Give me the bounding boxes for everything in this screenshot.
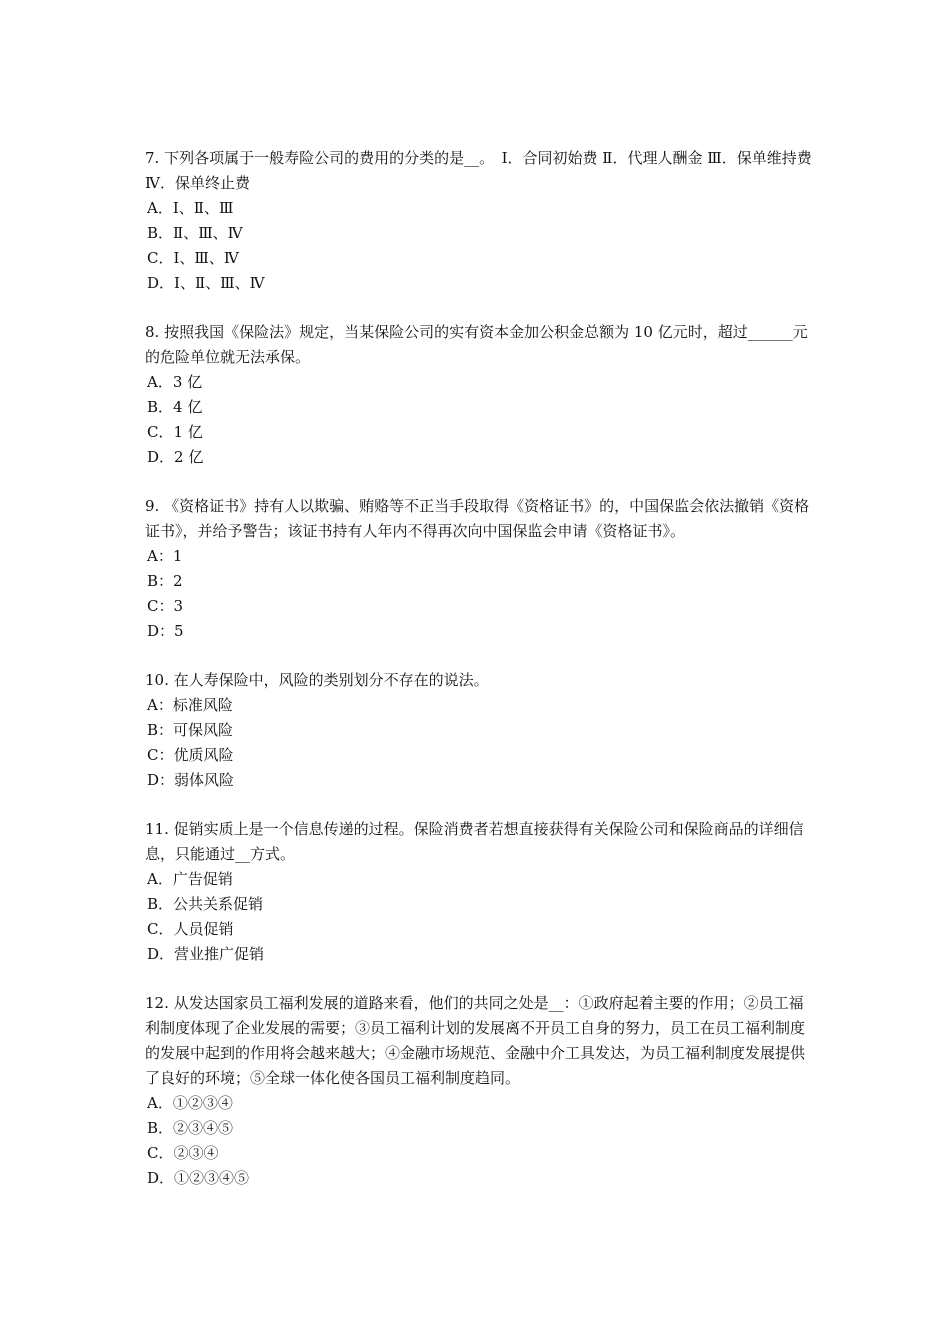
- option-b: B．Ⅱ、Ⅲ、Ⅳ: [147, 224, 243, 242]
- option-c: C．Ⅰ、Ⅲ、Ⅳ: [147, 249, 239, 267]
- option-a: A：标准风险: [147, 696, 233, 714]
- question-stem: 9. 《资格证书》持有人以欺骗、贿赂等不正当手段取得《资格证书》的，中国保监会依法撤销《资格证书》，并给予警告；该证书持有人年内不得再次向中国保监会申请《资格证书》。: [145, 497, 810, 540]
- question-stem: 11. 促销实质上是一个信息传递的过程。保险消费者若想直接获得有关保险公司和保险商品的详细信息，只能通过__方式。: [145, 820, 804, 863]
- option-d: D．营业推广促销: [147, 945, 265, 963]
- option-d: D．2 亿: [147, 448, 204, 466]
- option-b: B：2: [147, 572, 183, 590]
- option-b: B．②③④⑤: [147, 1119, 234, 1137]
- question-12: [145, 991, 813, 1191]
- question-8: [145, 320, 813, 470]
- option-c: C．1 亿: [147, 423, 203, 441]
- option-d: D：5: [147, 622, 184, 640]
- question-7: [145, 146, 813, 296]
- option-b: B：可保风险: [147, 721, 234, 739]
- option-a: A．Ⅰ、Ⅱ、Ⅲ: [147, 199, 234, 217]
- option-c: C：优质风险: [147, 746, 234, 764]
- question-stem: 7. 下列各项属于一般寿险公司的费用的分类的是__。 Ⅰ．合同初始费 Ⅱ．代理人酬金 Ⅲ．保单维持费 Ⅳ．保单终止费: [145, 149, 812, 192]
- option-c: C．②③④: [147, 1144, 219, 1162]
- question-stem: 10. 在人寿保险中，风险的类别划分不存在的说法。: [145, 671, 489, 689]
- option-d: D．①②③④⑤: [147, 1169, 250, 1187]
- question-9: [145, 494, 813, 644]
- option-a: A．广告促销: [147, 870, 233, 888]
- question-stem: 8. 按照我国《保险法》规定，当某保险公司的实有资本金加公积金总额为 10 亿元时，超过______元的危险单位就无法承保。: [145, 323, 808, 366]
- option-b: B．公共关系促销: [147, 895, 264, 913]
- option-c: C．人员促销: [147, 920, 234, 938]
- option-a: A．①②③④: [147, 1094, 233, 1112]
- option-d: D．Ⅰ、Ⅱ、Ⅲ、Ⅳ: [147, 274, 265, 292]
- document-page: [145, 146, 813, 1215]
- option-a: A．3 亿: [147, 373, 203, 391]
- question-stem: 12. 从发达国家员工福利发展的道路来看，他们的共同之处是__：①政府起着主要的作用；②员工福利制度体现了企业发展的需要；③员工福利计划的发展离不开员工自身的努力，员工在员工福利制度的发展中起到的作用将会越来越大；④金融市场规范、金融中介工具发达，为员工福利制度发展提供了良好的环境；⑤全球一体化使各国员工福利制度趋同。: [145, 994, 806, 1087]
- question-10: [145, 668, 813, 793]
- question-11: [145, 817, 813, 967]
- option-c: C：3: [147, 597, 184, 615]
- option-a: A：1: [147, 547, 183, 565]
- option-b: B．4 亿: [147, 398, 203, 416]
- option-d: D：弱体风险: [147, 771, 235, 789]
